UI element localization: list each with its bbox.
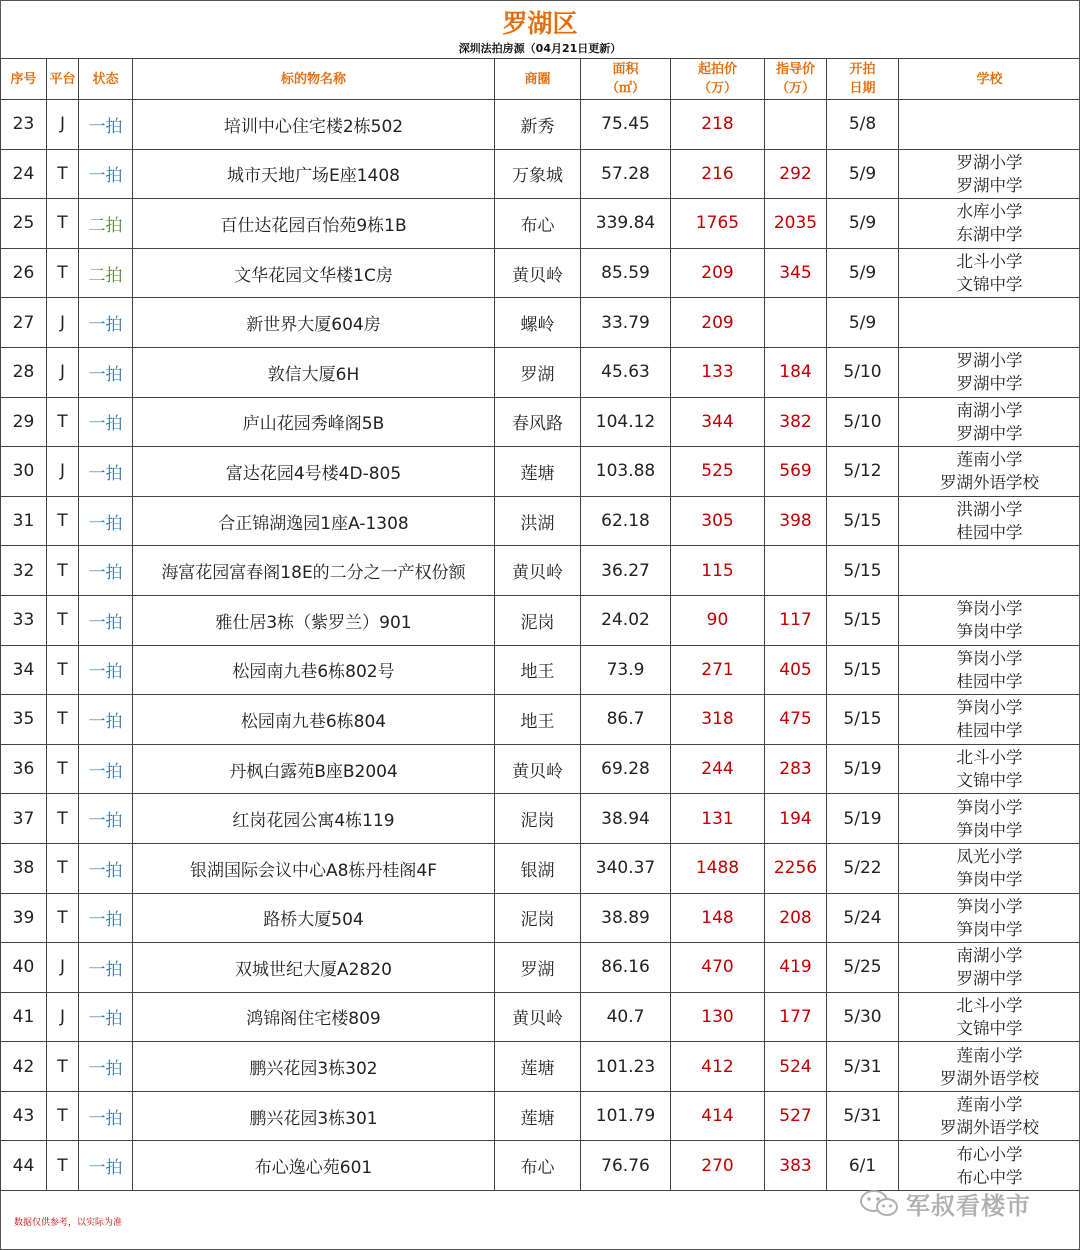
- school-secondary: 笋岗中学: [956, 820, 1023, 840]
- row-date-cell: 5/31: [827, 1042, 899, 1092]
- row-date-cell: 5/9: [827, 248, 899, 298]
- footer-note: 数据仅供参考，以实际为准: [14, 1218, 123, 1228]
- row-school-cell: [899, 893, 1080, 943]
- school-primary: 凤光小学: [956, 847, 1023, 867]
- table-row: [1, 992, 1080, 1042]
- row-date-cell: 5/15: [827, 595, 899, 645]
- school-primary: 北斗小学: [956, 995, 1023, 1015]
- row-date-cell: 5/9: [827, 199, 899, 249]
- row-district-cell: 洪湖: [495, 496, 581, 546]
- header-date: 开拍 日期: [827, 59, 899, 100]
- table-row: [1, 149, 1080, 199]
- table-row: [1, 595, 1080, 645]
- school-primary: 南湖小学: [956, 400, 1023, 420]
- school-primary: 罗湖小学: [956, 152, 1023, 172]
- row-name-cell: 松园南九巷6栋804: [133, 695, 495, 745]
- watermark: [858, 1188, 1031, 1218]
- row-start-price-cell: 90: [671, 595, 765, 645]
- row-size-cell: 339.84: [581, 199, 671, 249]
- school-secondary: 东湖中学: [956, 225, 1023, 245]
- school-primary: 罗湖小学: [956, 351, 1023, 371]
- row-district-cell: 布心: [495, 1141, 581, 1191]
- row-name-cell: 海富花园富春阁18E的二分之一产权份额: [133, 546, 495, 596]
- row-platform-cell: T: [47, 199, 79, 249]
- row-date-cell: 5/30: [827, 992, 899, 1042]
- row-start-price-cell: 209: [671, 298, 765, 348]
- school-secondary: 罗湖中学: [956, 969, 1023, 989]
- row-size-cell: 36.27: [581, 546, 671, 596]
- table-row: [1, 298, 1080, 348]
- row-size-cell: 103.88: [581, 447, 671, 497]
- row-size-cell: 340.37: [581, 843, 671, 893]
- table-header-row: [1, 59, 1080, 100]
- row-start-price-cell: 131: [671, 794, 765, 844]
- page-subtitle: 深圳法拍房源（04月21日更新）: [458, 42, 622, 55]
- header-start-price: 起拍价 （万）: [671, 59, 765, 100]
- row-no-cell: 39: [1, 893, 47, 943]
- row-name-cell: 路桥大厦504: [133, 893, 495, 943]
- row-district-cell: 万象城: [495, 149, 581, 199]
- row-name-cell: 城市天地广场E座1408: [133, 149, 495, 199]
- row-school-cell: [899, 943, 1080, 993]
- row-status-cell: 一拍: [79, 744, 133, 794]
- row-school-cell: [899, 496, 1080, 546]
- header-district: 商圈: [495, 59, 581, 100]
- row-no-cell: 27: [1, 298, 47, 348]
- row-platform-cell: T: [47, 595, 79, 645]
- row-date-cell: 5/15: [827, 496, 899, 546]
- header-no: 序号: [1, 59, 47, 100]
- school-primary: 莲南小学: [956, 1095, 1023, 1115]
- school-secondary: 桂园中学: [956, 721, 1023, 741]
- row-name-cell: 富达花园4号楼4D-805: [133, 447, 495, 497]
- row-platform-cell: T: [47, 1042, 79, 1092]
- row-status-cell: 一拍: [79, 347, 133, 397]
- row-size-cell: 86.16: [581, 943, 671, 993]
- school-primary: 水库小学: [956, 202, 1023, 222]
- row-name-cell: 鸿锦阁住宅楼809: [133, 992, 495, 1042]
- row-guide-price-cell: 292: [765, 149, 827, 199]
- row-name-cell: 敦信大厦6H: [133, 347, 495, 397]
- row-start-price-cell: 1488: [671, 843, 765, 893]
- row-district-cell: 螺岭: [495, 298, 581, 348]
- row-no-cell: 25: [1, 199, 47, 249]
- row-size-cell: 38.94: [581, 794, 671, 844]
- row-start-price-cell: 305: [671, 496, 765, 546]
- row-school-cell: [899, 149, 1080, 199]
- row-date-cell: 5/22: [827, 843, 899, 893]
- row-guide-price-cell: 184: [765, 347, 827, 397]
- row-district-cell: 银湖: [495, 843, 581, 893]
- row-status-cell: 一拍: [79, 496, 133, 546]
- table-row: [1, 695, 1080, 745]
- row-date-cell: 5/25: [827, 943, 899, 993]
- row-name-cell: 双城世纪大厦A2820: [133, 943, 495, 993]
- school-primary: 笋岗小学: [956, 698, 1023, 718]
- row-no-cell: 38: [1, 843, 47, 893]
- row-start-price-cell: 270: [671, 1141, 765, 1191]
- row-date-cell: 5/10: [827, 397, 899, 447]
- row-start-price-cell: 412: [671, 1042, 765, 1092]
- table-row: [1, 943, 1080, 993]
- row-guide-price-cell: 2256: [765, 843, 827, 893]
- row-start-price-cell: 271: [671, 645, 765, 695]
- row-platform-cell: T: [47, 893, 79, 943]
- row-platform-cell: T: [47, 843, 79, 893]
- school-secondary: 笋岗中学: [956, 622, 1023, 642]
- row-status-cell: 一拍: [79, 943, 133, 993]
- row-no-cell: 41: [1, 992, 47, 1042]
- table-row: [1, 1141, 1080, 1191]
- row-district-cell: 黄贝岭: [495, 546, 581, 596]
- row-size-cell: 40.7: [581, 992, 671, 1042]
- row-status-cell: 一拍: [79, 1042, 133, 1092]
- row-platform-cell: J: [47, 298, 79, 348]
- school-secondary: 罗湖中学: [956, 175, 1023, 195]
- row-date-cell: 5/19: [827, 794, 899, 844]
- row-name-cell: 雅仕居3栋（紫罗兰）901: [133, 595, 495, 645]
- row-district-cell: 黄贝岭: [495, 744, 581, 794]
- header-school: 学校: [899, 59, 1080, 100]
- row-district-cell: 黄贝岭: [495, 992, 581, 1042]
- table-row: [1, 794, 1080, 844]
- row-date-cell: 5/15: [827, 546, 899, 596]
- row-status-cell: 二拍: [79, 199, 133, 249]
- row-platform-cell: T: [47, 1091, 79, 1141]
- row-size-cell: 85.59: [581, 248, 671, 298]
- row-name-cell: 新世界大厦604房: [133, 298, 495, 348]
- row-district-cell: 泥岗: [495, 893, 581, 943]
- school-primary: 笋岗小学: [956, 896, 1023, 916]
- row-status-cell: 一拍: [79, 447, 133, 497]
- row-no-cell: 28: [1, 347, 47, 397]
- row-start-price-cell: 244: [671, 744, 765, 794]
- row-no-cell: 32: [1, 546, 47, 596]
- row-school-cell: [899, 248, 1080, 298]
- row-school-cell: [899, 992, 1080, 1042]
- row-start-price-cell: 218: [671, 100, 765, 150]
- row-platform-cell: T: [47, 546, 79, 596]
- row-start-price-cell: 130: [671, 992, 765, 1042]
- row-district-cell: 地王: [495, 695, 581, 745]
- row-name-cell: 合正锦湖逸园1座A-1308: [133, 496, 495, 546]
- school-secondary: 布心中学: [956, 1167, 1023, 1187]
- row-platform-cell: J: [47, 100, 79, 150]
- row-no-cell: 43: [1, 1091, 47, 1141]
- row-start-price-cell: 525: [671, 447, 765, 497]
- row-school-cell: [899, 1042, 1080, 1092]
- row-no-cell: 30: [1, 447, 47, 497]
- row-district-cell: 黄贝岭: [495, 248, 581, 298]
- row-no-cell: 24: [1, 149, 47, 199]
- row-guide-price-cell: 283: [765, 744, 827, 794]
- header-platform: 平台: [47, 59, 79, 100]
- school-secondary: 桂园中学: [956, 523, 1023, 543]
- row-name-cell: 庐山花园秀峰阁5B: [133, 397, 495, 447]
- row-size-cell: 76.76: [581, 1141, 671, 1191]
- row-name-cell: 文华花园文华楼1C房: [133, 248, 495, 298]
- row-date-cell: 5/12: [827, 447, 899, 497]
- school-secondary: 罗湖外语学校: [940, 1118, 1039, 1138]
- table-row: [1, 546, 1080, 596]
- header-status: 状态: [79, 59, 133, 100]
- table-row: [1, 199, 1080, 249]
- row-guide-price-cell: 117: [765, 595, 827, 645]
- row-date-cell: 6/1: [827, 1141, 899, 1191]
- row-guide-price-cell: 569: [765, 447, 827, 497]
- row-district-cell: 新秀: [495, 100, 581, 150]
- row-size-cell: 33.79: [581, 298, 671, 348]
- row-school-cell: [899, 397, 1080, 447]
- header-name: 标的物名称: [133, 59, 495, 100]
- row-no-cell: 29: [1, 397, 47, 447]
- row-district-cell: 春风路: [495, 397, 581, 447]
- row-name-cell: 百仕达花园百怡苑9栋1B: [133, 199, 495, 249]
- table-row: [1, 347, 1080, 397]
- row-name-cell: 银湖国际会议中心A8栋丹桂阁4F: [133, 843, 495, 893]
- row-status-cell: 二拍: [79, 248, 133, 298]
- row-school-cell: [899, 546, 1080, 596]
- row-size-cell: 57.28: [581, 149, 671, 199]
- row-guide-price-cell: 383: [765, 1141, 827, 1191]
- school-secondary: 文锦中学: [956, 771, 1023, 791]
- row-size-cell: 38.89: [581, 893, 671, 943]
- row-guide-price-cell: 177: [765, 992, 827, 1042]
- row-date-cell: 5/8: [827, 100, 899, 150]
- row-size-cell: 45.63: [581, 347, 671, 397]
- row-name-cell: 松园南九巷6栋802号: [133, 645, 495, 695]
- row-status-cell: 一拍: [79, 298, 133, 348]
- row-school-cell: [899, 100, 1080, 150]
- school-secondary: 文锦中学: [956, 1018, 1023, 1038]
- row-school-cell: [899, 695, 1080, 745]
- row-start-price-cell: 1765: [671, 199, 765, 249]
- row-platform-cell: T: [47, 248, 79, 298]
- row-status-cell: 一拍: [79, 149, 133, 199]
- row-district-cell: 莲塘: [495, 447, 581, 497]
- row-date-cell: 5/31: [827, 1091, 899, 1141]
- school-secondary: 笋岗中学: [956, 919, 1023, 939]
- row-name-cell: 布心逸心苑601: [133, 1141, 495, 1191]
- table-row: [1, 893, 1080, 943]
- row-district-cell: 莲塘: [495, 1042, 581, 1092]
- row-district-cell: 布心: [495, 199, 581, 249]
- table-row: [1, 645, 1080, 695]
- row-district-cell: 地王: [495, 645, 581, 695]
- row-guide-price-cell: 398: [765, 496, 827, 546]
- row-start-price-cell: 115: [671, 546, 765, 596]
- row-school-cell: [899, 794, 1080, 844]
- row-no-cell: 42: [1, 1042, 47, 1092]
- school-secondary: 罗湖外语学校: [940, 1068, 1039, 1088]
- school-primary: 洪湖小学: [956, 500, 1023, 520]
- row-status-cell: 一拍: [79, 695, 133, 745]
- school-primary: 南湖小学: [956, 946, 1023, 966]
- row-platform-cell: J: [47, 447, 79, 497]
- row-guide-price-cell: [765, 546, 827, 596]
- row-name-cell: 丹枫白露苑B座B2004: [133, 744, 495, 794]
- row-guide-price-cell: 382: [765, 397, 827, 447]
- row-platform-cell: T: [47, 397, 79, 447]
- row-size-cell: 24.02: [581, 595, 671, 645]
- row-date-cell: 5/9: [827, 149, 899, 199]
- page-title: 罗湖区: [502, 9, 578, 38]
- row-no-cell: 26: [1, 248, 47, 298]
- row-guide-price-cell: [765, 298, 827, 348]
- row-status-cell: 一拍: [79, 546, 133, 596]
- row-start-price-cell: 209: [671, 248, 765, 298]
- table-row: [1, 843, 1080, 893]
- row-school-cell: [899, 447, 1080, 497]
- table-row: [1, 744, 1080, 794]
- row-no-cell: 34: [1, 645, 47, 695]
- row-no-cell: 40: [1, 943, 47, 993]
- row-size-cell: 101.79: [581, 1091, 671, 1141]
- school-primary: 莲南小学: [956, 1045, 1023, 1065]
- row-start-price-cell: 148: [671, 893, 765, 943]
- school-secondary: 罗湖外语学校: [940, 473, 1039, 493]
- row-status-cell: 一拍: [79, 992, 133, 1042]
- row-status-cell: 一拍: [79, 893, 133, 943]
- school-primary: 莲南小学: [956, 450, 1023, 470]
- row-size-cell: 73.9: [581, 645, 671, 695]
- row-status-cell: 一拍: [79, 843, 133, 893]
- row-school-cell: [899, 744, 1080, 794]
- row-school-cell: [899, 199, 1080, 249]
- row-platform-cell: T: [47, 496, 79, 546]
- row-guide-price-cell: 527: [765, 1091, 827, 1141]
- school-secondary: 文锦中学: [956, 275, 1023, 295]
- school-secondary: 笋岗中学: [956, 870, 1023, 890]
- row-status-cell: 一拍: [79, 1141, 133, 1191]
- row-no-cell: 35: [1, 695, 47, 745]
- school-secondary: 罗湖中学: [956, 374, 1023, 394]
- row-date-cell: 5/9: [827, 298, 899, 348]
- row-size-cell: 101.23: [581, 1042, 671, 1092]
- row-no-cell: 44: [1, 1141, 47, 1191]
- row-date-cell: 5/24: [827, 893, 899, 943]
- row-school-cell: [899, 843, 1080, 893]
- row-school-cell: [899, 298, 1080, 348]
- row-school-cell: [899, 1141, 1080, 1191]
- row-name-cell: 培训中心住宅楼2栋502: [133, 100, 495, 150]
- row-name-cell: 红岗花园公寓4栋119: [133, 794, 495, 844]
- school-primary: 布心小学: [956, 1144, 1023, 1164]
- row-start-price-cell: 470: [671, 943, 765, 993]
- row-status-cell: 一拍: [79, 100, 133, 150]
- row-platform-cell: T: [47, 645, 79, 695]
- table-row: [1, 1042, 1080, 1092]
- row-district-cell: 泥岗: [495, 595, 581, 645]
- row-guide-price-cell: 475: [765, 695, 827, 745]
- row-status-cell: 一拍: [79, 645, 133, 695]
- table-row: [1, 100, 1080, 150]
- row-status-cell: 一拍: [79, 794, 133, 844]
- row-status-cell: 一拍: [79, 1091, 133, 1141]
- row-no-cell: 33: [1, 595, 47, 645]
- row-name-cell: 鹏兴花园3栋301: [133, 1091, 495, 1141]
- row-guide-price-cell: 405: [765, 645, 827, 695]
- table-row: [1, 397, 1080, 447]
- row-size-cell: 69.28: [581, 744, 671, 794]
- row-guide-price-cell: 345: [765, 248, 827, 298]
- row-platform-cell: T: [47, 149, 79, 199]
- school-primary: 北斗小学: [956, 748, 1023, 768]
- row-status-cell: 一拍: [79, 397, 133, 447]
- header-guide-price: 指导价 （万）: [765, 59, 827, 100]
- row-size-cell: 62.18: [581, 496, 671, 546]
- row-school-cell: [899, 595, 1080, 645]
- row-start-price-cell: 344: [671, 397, 765, 447]
- row-guide-price-cell: 194: [765, 794, 827, 844]
- row-start-price-cell: 318: [671, 695, 765, 745]
- row-date-cell: 5/15: [827, 695, 899, 745]
- listing-table: [0, 58, 1080, 1191]
- row-school-cell: [899, 347, 1080, 397]
- row-platform-cell: T: [47, 1141, 79, 1191]
- row-guide-price-cell: 208: [765, 893, 827, 943]
- row-guide-price-cell: 419: [765, 943, 827, 993]
- row-school-cell: [899, 1091, 1080, 1141]
- row-size-cell: 104.12: [581, 397, 671, 447]
- row-start-price-cell: 216: [671, 149, 765, 199]
- row-no-cell: 36: [1, 744, 47, 794]
- table-row: [1, 1091, 1080, 1141]
- watermark-text: 军叔看楼市: [906, 1191, 1031, 1220]
- row-size-cell: 75.45: [581, 100, 671, 150]
- row-platform-cell: J: [47, 992, 79, 1042]
- row-platform-cell: T: [47, 744, 79, 794]
- wechat-icon: [858, 1188, 902, 1218]
- row-status-cell: 一拍: [79, 595, 133, 645]
- row-guide-price-cell: 2035: [765, 199, 827, 249]
- table-row: [1, 248, 1080, 298]
- table-row: [1, 496, 1080, 546]
- school-primary: 笋岗小学: [956, 648, 1023, 668]
- row-date-cell: 5/15: [827, 645, 899, 695]
- school-secondary: 桂园中学: [956, 671, 1023, 691]
- row-start-price-cell: 133: [671, 347, 765, 397]
- school-primary: 笋岗小学: [956, 797, 1023, 817]
- school-secondary: 罗湖中学: [956, 423, 1023, 443]
- row-date-cell: 5/10: [827, 347, 899, 397]
- row-district-cell: 罗湖: [495, 347, 581, 397]
- row-district-cell: 莲塘: [495, 1091, 581, 1141]
- row-size-cell: 86.7: [581, 695, 671, 745]
- row-platform-cell: T: [47, 794, 79, 844]
- row-no-cell: 23: [1, 100, 47, 150]
- row-start-price-cell: 414: [671, 1091, 765, 1141]
- row-guide-price-cell: 524: [765, 1042, 827, 1092]
- row-name-cell: 鹏兴花园3栋302: [133, 1042, 495, 1092]
- row-no-cell: 31: [1, 496, 47, 546]
- row-district-cell: 罗湖: [495, 943, 581, 993]
- row-platform-cell: J: [47, 347, 79, 397]
- header-size: 面积 （㎡）: [581, 59, 671, 100]
- school-primary: 北斗小学: [956, 252, 1023, 272]
- row-school-cell: [899, 645, 1080, 695]
- table-row: [1, 447, 1080, 497]
- row-guide-price-cell: [765, 100, 827, 150]
- school-primary: 笋岗小学: [956, 599, 1023, 619]
- row-district-cell: 泥岗: [495, 794, 581, 844]
- row-date-cell: 5/19: [827, 744, 899, 794]
- row-no-cell: 37: [1, 794, 47, 844]
- row-platform-cell: J: [47, 943, 79, 993]
- row-platform-cell: T: [47, 695, 79, 745]
